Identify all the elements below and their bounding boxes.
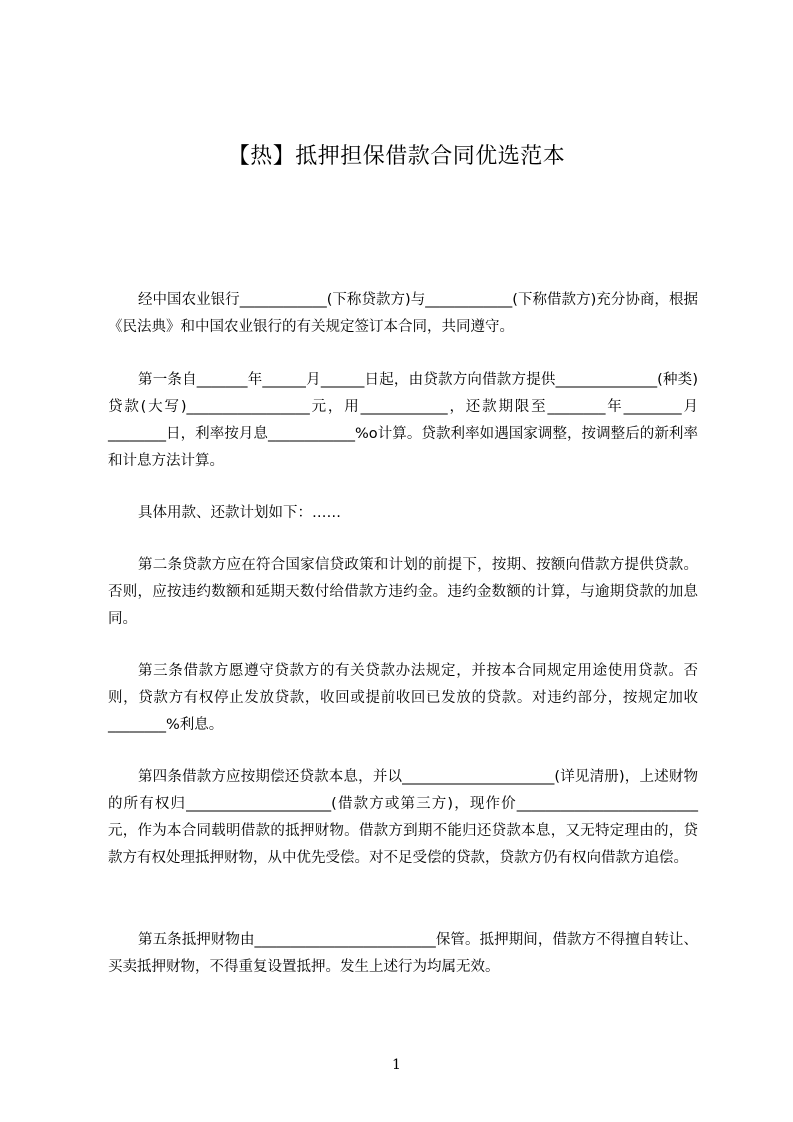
paragraph-article-5: 第五条抵押财物由_________________________保管。抵押期间，借款方不得擅自转让、买卖抵押财物，不得重复设置抵押。发生上述行为均属无效。 — [108, 932, 698, 975]
paragraph-article-3: 第三条借款方愿遵守贷款方的有关贷款办法规定，并按本合同规定用途使用贷款。否则，贷款方有权停止发放贷款，收回或提前收回已发放的贷款。对违约部分，按规定加收________%利息。 — [108, 663, 698, 733]
paragraph-article-1: 第一条自_______年______月______日起，由贷款方向借款方提供______________(种类)贷款(大写)_________________元，用____________，还款期限至________年________月________日，利率按月息____________%o计算。贷款利率如遇国家调整，按调整后的新利率和计息方法计算。 — [108, 372, 698, 469]
page-number: 1 — [392, 1057, 401, 1073]
paragraph-article-2: 第二条贷款方应在符合国家信贷政策和计划的前提下，按期、按额向借款方提供贷款。否则，应按违约数额和延期天数付给借款方违约金。违约金数额的计算，与逾期贷款的加息同。 — [108, 557, 698, 627]
paragraph-intro: 经中国农业银行____________(下称贷款方)与____________(下称借款方)充分协商，根据《民法典》和中国农业银行的有关规定签订本合同，共同遵守。 — [108, 292, 698, 335]
document-title: 【热】抵押担保借款合同优选范本 — [227, 144, 566, 169]
paragraph-article-4: 第四条借款方应按期偿还贷款本息，并以_____________________(详见清册)，上述财物的所有权归____________________(借款方或第三方)，现作价_________________________元，作为本合同载明借款的抵押财物。借款方到期不能归还贷款本息，又无特定理由的，贷款方有权处理抵押财物，从中优先受偿。对不足受偿的贷款，贷款方仍有权向借款方追偿。 — [108, 769, 698, 866]
paragraph-repayment-plan: 具体用款、还款计划如下：…… — [138, 505, 341, 521]
